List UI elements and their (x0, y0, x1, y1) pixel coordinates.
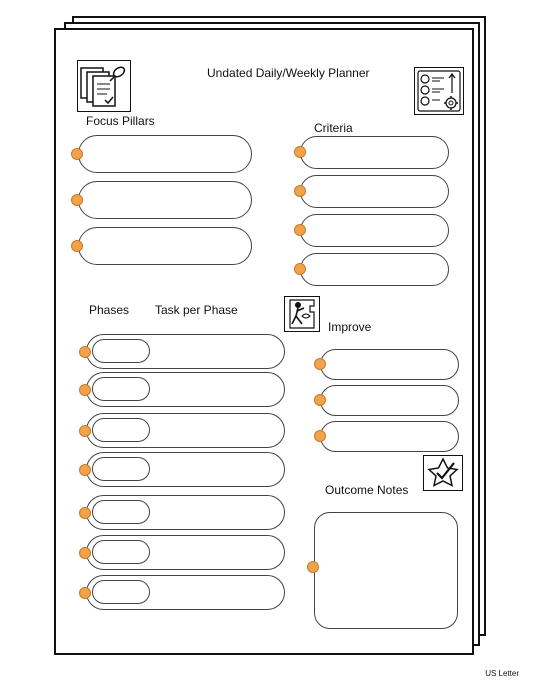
phase-field[interactable] (92, 418, 150, 442)
paper-size-label: US Letter (485, 669, 519, 678)
page-title: Undated Daily/Weekly Planner (207, 66, 370, 80)
focus-pillar-marker (71, 240, 83, 252)
focus-pillar-field[interactable] (78, 135, 252, 173)
criteria-field[interactable] (300, 214, 449, 247)
criteria-field[interactable] (300, 136, 449, 169)
phase-field[interactable] (92, 540, 150, 564)
phase-marker (79, 384, 91, 396)
phase-marker (79, 464, 91, 476)
focus-pillars-label: Focus Pillars (86, 114, 155, 128)
outcome-notes-label: Outcome Notes (325, 483, 409, 497)
phase-marker (79, 587, 91, 599)
criteria-label: Criteria (314, 121, 353, 135)
phase-marker (79, 346, 91, 358)
improve-marker (314, 430, 326, 442)
criteria-marker (294, 185, 306, 197)
task-per-phase-label: Task per Phase (155, 303, 238, 317)
phase-field[interactable] (92, 457, 150, 481)
documents-pin-icon (77, 60, 131, 112)
star-check-icon (423, 455, 463, 491)
phase-field[interactable] (92, 500, 150, 524)
phases-label: Phases (89, 303, 130, 317)
focus-pillar-field[interactable] (78, 227, 252, 265)
criteria-marker (294, 263, 306, 275)
outcome-notes-marker (307, 561, 319, 573)
criteria-field[interactable] (300, 253, 449, 286)
phase-field[interactable] (92, 377, 150, 401)
phase-marker (79, 507, 91, 519)
phase-field[interactable] (92, 580, 150, 604)
criteria-marker (294, 146, 306, 158)
criteria-marker (294, 224, 306, 236)
improve-label: Improve (328, 320, 372, 334)
puzzle-figure-icon (284, 296, 320, 332)
focus-pillar-field[interactable] (78, 181, 252, 219)
phase-marker (79, 425, 91, 437)
improve-field[interactable] (320, 421, 459, 452)
improve-field[interactable] (320, 385, 459, 416)
checklist-gear-icon (414, 67, 464, 115)
improve-marker (314, 358, 326, 370)
outcome-notes-box[interactable] (314, 512, 458, 629)
focus-pillar-marker (71, 148, 83, 160)
focus-pillar-marker (71, 194, 83, 206)
phase-field[interactable] (92, 339, 150, 363)
criteria-field[interactable] (300, 175, 449, 208)
improve-field[interactable] (320, 349, 459, 380)
phase-marker (79, 547, 91, 559)
improve-marker (314, 394, 326, 406)
